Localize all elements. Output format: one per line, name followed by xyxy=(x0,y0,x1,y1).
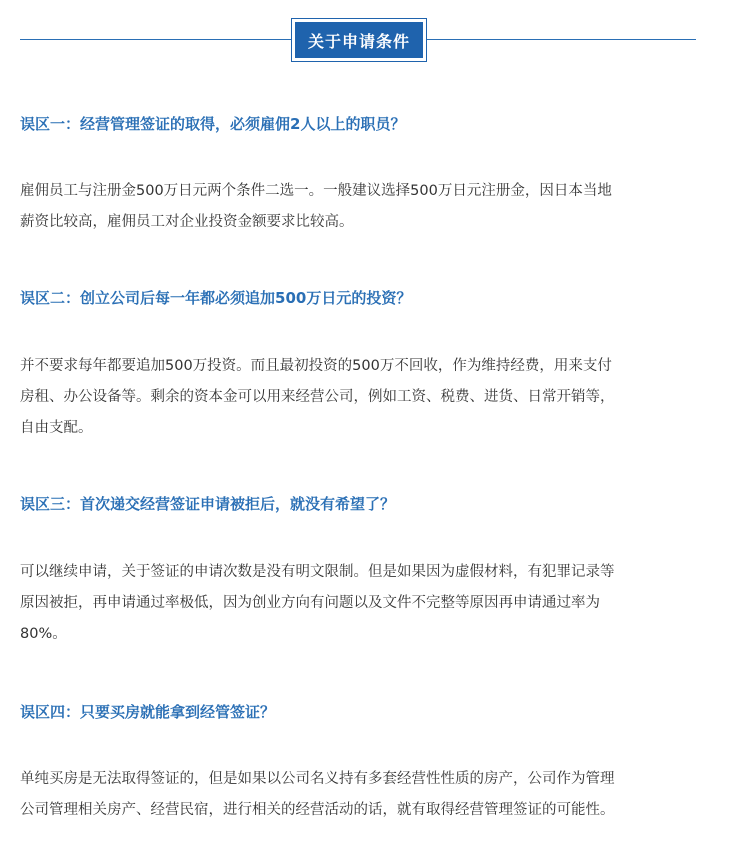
answer-4 xyxy=(20,764,710,826)
answer-4-line-1: 单纯买房是无法取得签证的，但是如果以公司名义持有多套经营性性质的房产，公司作为管理 xyxy=(20,771,615,787)
question-3: 误区三：首次递交经营签证申请被拒后，就没有希望了？ xyxy=(20,495,396,513)
answer-2-line-3: 自由支配。 xyxy=(20,420,93,436)
answer-2-line-1: 并不要求每年都要追加500万投资。而且最初投资的500万不回收，作为维持经费，用来支付 xyxy=(20,358,612,374)
answer-2 xyxy=(20,351,710,444)
answer-3-line-1: 可以继续申请，关于签证的申请次数是没有明文限制。但是如果因为虚假材料，有犯罪记录等 xyxy=(20,564,615,580)
answer-2-line-2: 房租、办公设备等。剩余的资本金可以用来经营公司，例如工资、税费、进货、日常开销等， xyxy=(20,389,615,405)
answer-3 xyxy=(20,557,710,650)
answer-4-line-2: 公司管理相关房产、经营民宿，进行相关的经营活动的话，就有取得经营管理签证的可能性。 xyxy=(20,802,615,818)
answer-1-line-2: 薪资比较高，雇佣员工对企业投资金额要求比较高。 xyxy=(20,214,354,230)
question-1: 误区一：经营管理签证的取得，必须雇佣2人以上的职员？ xyxy=(20,115,406,133)
answer-1-line-1: 雇佣员工与注册金500万日元两个条件二选一。一般建议选择500万日元注册金，因日本当地 xyxy=(20,183,612,199)
question-2: 误区二：创立公司后每一年都必须追加500万日元的投资？ xyxy=(20,289,412,307)
question-4: 误区四：只要买房就能拿到经管签证？ xyxy=(20,703,276,721)
answer-3-line-2: 原因被拒，再申请通过率极低，因为创业方向有问题以及文件不完整等原因再申请通过率为 xyxy=(20,595,600,611)
header-badge-frame xyxy=(291,18,427,62)
section-header xyxy=(20,18,696,62)
answer-3-line-3: 80%。 xyxy=(20,626,67,642)
header-title: 关于申请条件 xyxy=(295,22,423,58)
answer-1 xyxy=(20,176,710,238)
